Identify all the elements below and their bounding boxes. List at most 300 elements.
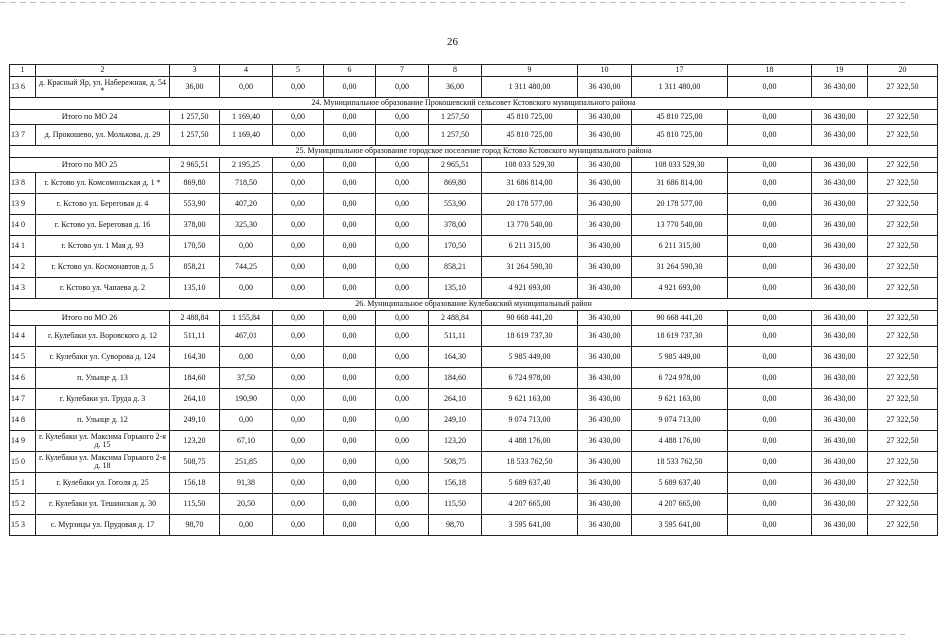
row-number-cell: 15 0 <box>10 452 36 473</box>
table-row <box>10 452 938 473</box>
total-cell: 0,00 <box>324 311 376 326</box>
total-cell: 1 257,50 <box>170 110 220 125</box>
table-cell: 0,00 <box>728 326 812 347</box>
total-cell: 0,00 <box>728 158 812 173</box>
table-row <box>10 494 938 515</box>
table-cell: 98,70 <box>170 515 220 536</box>
total-cell: 2 965,51 <box>170 158 220 173</box>
table-cell: 553,90 <box>170 194 220 215</box>
table-cell: 0,00 <box>273 368 324 389</box>
table-cell: 0,00 <box>324 257 376 278</box>
table-cell: 36 430,00 <box>578 410 632 431</box>
table-cell: 249,10 <box>170 410 220 431</box>
table-cell: 67,10 <box>220 431 273 452</box>
table-cell: 36 430,00 <box>812 368 868 389</box>
table-cell: 0,00 <box>728 410 812 431</box>
address-cell: г. Кулебаки ул. Максима Горького 2-я д. 18 <box>36 452 170 473</box>
table-cell: 3 595 641,00 <box>482 515 578 536</box>
row-number-cell: 14 2 <box>10 257 36 278</box>
table-cell: 0,00 <box>273 77 324 98</box>
table-row <box>10 215 938 236</box>
table-cell: 511,11 <box>429 326 482 347</box>
total-cell: 36 430,00 <box>578 311 632 326</box>
total-cell: 2 488,84 <box>429 311 482 326</box>
column-header-cell: 8 <box>429 65 482 77</box>
table-cell: 1 257,50 <box>429 125 482 146</box>
table-cell: 0,00 <box>376 368 429 389</box>
table-cell: 9 621 163,00 <box>482 389 578 410</box>
table-cell: 36 430,00 <box>812 494 868 515</box>
table-cell: 0,00 <box>728 77 812 98</box>
table-cell: 0,00 <box>728 389 812 410</box>
table-cell: 4 921 693,00 <box>482 278 578 299</box>
total-cell: 36 430,00 <box>578 110 632 125</box>
table-cell: 0,00 <box>376 326 429 347</box>
row-number-cell: 14 8 <box>10 410 36 431</box>
table-cell: 115,50 <box>170 494 220 515</box>
table-row <box>10 194 938 215</box>
table-cell: 508,75 <box>170 452 220 473</box>
table-cell: 0,00 <box>728 368 812 389</box>
row-number-cell: 13 8 <box>10 173 36 194</box>
table-cell: 36 430,00 <box>812 125 868 146</box>
table-cell: 0,00 <box>220 77 273 98</box>
column-header-cell: 20 <box>868 65 938 77</box>
address-cell: г. Кстово ул. 1 Мая д. 93 <box>36 236 170 257</box>
table-cell: 36 430,00 <box>812 347 868 368</box>
table-row <box>10 389 938 410</box>
address-cell: г. Кстово ул. Космонавтов д. 5 <box>36 257 170 278</box>
table-cell: 0,00 <box>324 368 376 389</box>
table-cell: 0,00 <box>728 236 812 257</box>
table-cell: 0,00 <box>220 347 273 368</box>
address-cell: г. Кулебаки ул. Максима Горького 2-я д. 15 <box>36 431 170 452</box>
table-cell: 0,00 <box>376 473 429 494</box>
table-cell: 0,00 <box>728 515 812 536</box>
table-cell: 0,00 <box>273 125 324 146</box>
total-row <box>10 158 938 173</box>
table-cell: 0,00 <box>728 125 812 146</box>
table-cell: 36 430,00 <box>812 77 868 98</box>
table-cell: 27 322,50 <box>868 173 938 194</box>
table-cell: 27 322,50 <box>868 194 938 215</box>
table-cell: 3 595 641,00 <box>632 515 728 536</box>
column-header-cell: 5 <box>273 65 324 77</box>
address-cell: г. Кулебаки ул. Труда д. 3 <box>36 389 170 410</box>
table-cell: 0,00 <box>324 173 376 194</box>
table-cell: 13 770 540,00 <box>632 215 728 236</box>
section-title: 25. Муниципальное образование городское поселение город Кстово Кстовского муниципального района <box>10 146 938 158</box>
total-cell: 0,00 <box>728 311 812 326</box>
row-number-cell: 14 7 <box>10 389 36 410</box>
column-header-cell: 1 <box>10 65 36 77</box>
table-cell: 36 430,00 <box>812 194 868 215</box>
total-cell: 1 257,50 <box>429 110 482 125</box>
table-row <box>10 257 938 278</box>
row-number-cell: 14 6 <box>10 368 36 389</box>
table-cell: 1 169,40 <box>220 125 273 146</box>
table-cell: 31 686 814,00 <box>482 173 578 194</box>
table-cell: 135,10 <box>429 278 482 299</box>
table-cell: 0,00 <box>376 431 429 452</box>
total-cell: 0,00 <box>376 158 429 173</box>
table-cell: 0,00 <box>324 236 376 257</box>
page-number: 26 <box>447 36 458 48</box>
table-cell: 249,10 <box>429 410 482 431</box>
table-cell: 6 211 315,00 <box>632 236 728 257</box>
table-cell: 6 724 978,00 <box>632 368 728 389</box>
table-cell: 164,30 <box>170 347 220 368</box>
table-cell: 0,00 <box>273 278 324 299</box>
table-cell: 0,00 <box>728 173 812 194</box>
table-cell: 0,00 <box>220 515 273 536</box>
section-row <box>10 299 938 311</box>
column-header-cell: 9 <box>482 65 578 77</box>
table-cell: 264,10 <box>429 389 482 410</box>
table-cell: 36,00 <box>429 77 482 98</box>
table-cell: 4 488 176,00 <box>632 431 728 452</box>
table-cell: 0,00 <box>728 347 812 368</box>
table-cell: 0,00 <box>324 125 376 146</box>
table-cell: 0,00 <box>324 194 376 215</box>
table-cell: 0,00 <box>728 257 812 278</box>
table-cell: 0,00 <box>273 410 324 431</box>
table-cell: 4 921 693,00 <box>632 278 728 299</box>
table-cell: 4 207 665,00 <box>482 494 578 515</box>
table-cell: 156,18 <box>429 473 482 494</box>
column-header-cell: 7 <box>376 65 429 77</box>
address-cell: с. Мурзицы ул. Прудовая д. 17 <box>36 515 170 536</box>
table-cell: 0,00 <box>273 347 324 368</box>
address-cell: п. Ульнце д. 13 <box>36 368 170 389</box>
table-row <box>10 473 938 494</box>
column-header-cell: 17 <box>632 65 728 77</box>
table-cell: 45 810 725,00 <box>482 125 578 146</box>
table-cell: 0,00 <box>273 515 324 536</box>
table-cell: 36 430,00 <box>812 215 868 236</box>
table-cell: 0,00 <box>376 194 429 215</box>
table-cell: 4 207 665,00 <box>632 494 728 515</box>
address-cell: г. Кстово ул. Береговая д. 16 <box>36 215 170 236</box>
table-cell: 27 322,50 <box>868 431 938 452</box>
table-cell: 36 430,00 <box>578 194 632 215</box>
row-number-cell: 15 1 <box>10 473 36 494</box>
document-sheet <box>9 64 919 536</box>
total-cell: 45 810 725,00 <box>632 110 728 125</box>
table-cell: 0,00 <box>324 431 376 452</box>
table-cell: 0,00 <box>324 326 376 347</box>
table-cell: 27 322,50 <box>868 326 938 347</box>
table-cell: 0,00 <box>273 326 324 347</box>
total-cell: 2 965,51 <box>429 158 482 173</box>
table-cell: 0,00 <box>728 278 812 299</box>
table-cell: 27 322,50 <box>868 452 938 473</box>
table-cell: 115,50 <box>429 494 482 515</box>
table-row <box>10 326 938 347</box>
table-row <box>10 77 938 98</box>
table-cell: 407,20 <box>220 194 273 215</box>
table-cell: 184,60 <box>429 368 482 389</box>
row-number-cell: 14 5 <box>10 347 36 368</box>
total-cell: 2 195,25 <box>220 158 273 173</box>
table-cell: 0,00 <box>324 77 376 98</box>
table-cell: 378,00 <box>170 215 220 236</box>
table-cell: 508,75 <box>429 452 482 473</box>
table-cell: 98,70 <box>429 515 482 536</box>
table-row <box>10 236 938 257</box>
table-cell: 31 264 590,30 <box>632 257 728 278</box>
table-cell: 18 533 762,50 <box>482 452 578 473</box>
total-cell: 108 033 529,30 <box>632 158 728 173</box>
address-cell: г. Кулебаки ул. Воровского д. 12 <box>36 326 170 347</box>
table-cell: 156,18 <box>170 473 220 494</box>
table-cell: 0,00 <box>728 194 812 215</box>
table-cell: 27 322,50 <box>868 347 938 368</box>
table-cell: 27 322,50 <box>868 410 938 431</box>
table-cell: 0,00 <box>376 257 429 278</box>
table-cell: 5 985 449,00 <box>482 347 578 368</box>
address-cell: д. Красный Яр, ул. Набережная, д. 54 * <box>36 77 170 98</box>
table-cell: 36 430,00 <box>578 431 632 452</box>
table-cell: 36 430,00 <box>812 515 868 536</box>
table-row <box>10 125 938 146</box>
total-label: Итого по МО 26 <box>10 311 170 326</box>
table-cell: 0,00 <box>376 347 429 368</box>
table-cell: 0,00 <box>324 410 376 431</box>
table-cell: 0,00 <box>728 494 812 515</box>
table-cell: 325,30 <box>220 215 273 236</box>
table-cell: 553,90 <box>429 194 482 215</box>
table-cell: 0,00 <box>273 173 324 194</box>
table-cell: 18 619 737,30 <box>482 326 578 347</box>
table-cell: 0,00 <box>324 494 376 515</box>
table-cell: 170,50 <box>170 236 220 257</box>
total-cell: 0,00 <box>376 311 429 326</box>
table-cell: 0,00 <box>220 410 273 431</box>
scan-edge-top <box>0 2 905 3</box>
total-row <box>10 110 938 125</box>
table-cell: 0,00 <box>728 215 812 236</box>
table-cell: 18 533 762,50 <box>632 452 728 473</box>
row-number-cell: 15 3 <box>10 515 36 536</box>
table-cell: 0,00 <box>273 389 324 410</box>
table-row <box>10 278 938 299</box>
table-cell: 36 430,00 <box>812 452 868 473</box>
table-cell: 36 430,00 <box>578 215 632 236</box>
table-cell: 164,30 <box>429 347 482 368</box>
column-header-cell: 4 <box>220 65 273 77</box>
table-cell: 1 311 480,00 <box>482 77 578 98</box>
table-cell: 135,10 <box>170 278 220 299</box>
table-cell: 13 770 540,00 <box>482 215 578 236</box>
address-cell: д. Прокошево, ул. Молькова, д. 29 <box>36 125 170 146</box>
table-cell: 869,80 <box>429 173 482 194</box>
table-cell: 36 430,00 <box>578 368 632 389</box>
column-header-cell: 19 <box>812 65 868 77</box>
table-cell: 36 430,00 <box>812 257 868 278</box>
table-cell: 27 322,50 <box>868 257 938 278</box>
section-title: 24. Муниципальное образование Прокошевский сельсовет Кстовского муниципального района <box>10 98 938 110</box>
row-number-cell: 14 3 <box>10 278 36 299</box>
table-cell: 184,60 <box>170 368 220 389</box>
table-row <box>10 368 938 389</box>
table-cell: 511,11 <box>170 326 220 347</box>
scan-edge-bottom <box>0 634 905 635</box>
table-cell: 0,00 <box>376 494 429 515</box>
table-cell: 20 178 577,00 <box>482 194 578 215</box>
table-cell: 0,00 <box>273 494 324 515</box>
total-cell: 27 322,50 <box>868 311 938 326</box>
table-cell: 744,25 <box>220 257 273 278</box>
table-cell: 36 430,00 <box>578 173 632 194</box>
table-cell: 31 686 814,00 <box>632 173 728 194</box>
table-cell: 0,00 <box>273 452 324 473</box>
table-cell: 0,00 <box>376 278 429 299</box>
table-cell: 0,00 <box>273 236 324 257</box>
table-row <box>10 347 938 368</box>
table-cell: 45 810 725,00 <box>632 125 728 146</box>
total-cell: 27 322,50 <box>868 110 938 125</box>
table-cell: 0,00 <box>324 473 376 494</box>
table-cell: 123,20 <box>429 431 482 452</box>
table-cell: 718,50 <box>220 173 273 194</box>
table-cell: 0,00 <box>273 194 324 215</box>
table-cell: 36 430,00 <box>812 389 868 410</box>
address-cell: г. Кулебаки ул. Гоголя д. 25 <box>36 473 170 494</box>
total-cell: 36 430,00 <box>812 158 868 173</box>
row-number-cell: 14 9 <box>10 431 36 452</box>
table-cell: 0,00 <box>273 215 324 236</box>
table-cell: 858,21 <box>170 257 220 278</box>
table-cell: 36 430,00 <box>812 431 868 452</box>
table-cell: 27 322,50 <box>868 494 938 515</box>
column-header-row <box>10 65 938 77</box>
table-cell: 0,00 <box>728 473 812 494</box>
table-cell: 36 430,00 <box>578 77 632 98</box>
table-cell: 5 689 637,40 <box>632 473 728 494</box>
table-cell: 264,10 <box>170 389 220 410</box>
total-cell: 2 488,84 <box>170 311 220 326</box>
table-cell: 123,20 <box>170 431 220 452</box>
row-number-cell: 14 4 <box>10 326 36 347</box>
section-title: 26. Муниципальное образование Кулебакский муниципальный район <box>10 299 938 311</box>
table-cell: 27 322,50 <box>868 278 938 299</box>
table-cell: 36 430,00 <box>578 452 632 473</box>
column-header-cell: 3 <box>170 65 220 77</box>
table-cell: 4 488 176,00 <box>482 431 578 452</box>
row-number-cell: 14 0 <box>10 215 36 236</box>
table-cell: 18 619 737,30 <box>632 326 728 347</box>
address-cell: п. Ульнце д. 12 <box>36 410 170 431</box>
table-cell: 5 689 637,40 <box>482 473 578 494</box>
table-cell: 27 322,50 <box>868 215 938 236</box>
total-cell: 0,00 <box>273 158 324 173</box>
total-cell: 0,00 <box>273 311 324 326</box>
total-cell: 108 033 529,30 <box>482 158 578 173</box>
table-cell: 27 322,50 <box>868 125 938 146</box>
table-cell: 0,00 <box>324 515 376 536</box>
table-cell: 9 074 713,00 <box>482 410 578 431</box>
table-cell: 37,50 <box>220 368 273 389</box>
row-number-cell: 14 1 <box>10 236 36 257</box>
table-cell: 36 430,00 <box>578 257 632 278</box>
table-cell: 9 074 713,00 <box>632 410 728 431</box>
table-body <box>10 65 938 536</box>
column-header-cell: 18 <box>728 65 812 77</box>
table-row <box>10 515 938 536</box>
table-cell: 0,00 <box>728 452 812 473</box>
table-cell: 0,00 <box>220 236 273 257</box>
table-cell: 91,38 <box>220 473 273 494</box>
table-cell: 36 430,00 <box>578 236 632 257</box>
address-cell: г. Кулебаки ул. Суворова д. 124 <box>36 347 170 368</box>
total-cell: 36 430,00 <box>812 311 868 326</box>
section-row <box>10 146 938 158</box>
table-cell: 36 430,00 <box>812 278 868 299</box>
table-cell: 9 621 163,00 <box>632 389 728 410</box>
table-cell: 20 178 577,00 <box>632 194 728 215</box>
table-cell: 31 264 590,30 <box>482 257 578 278</box>
table-cell: 36 430,00 <box>812 173 868 194</box>
table-cell: 36,00 <box>170 77 220 98</box>
table-cell: 0,00 <box>376 236 429 257</box>
table-cell: 6 211 315,00 <box>482 236 578 257</box>
total-cell: 0,00 <box>324 110 376 125</box>
table-cell: 0,00 <box>376 125 429 146</box>
table-cell: 0,00 <box>376 515 429 536</box>
total-cell: 1 155,84 <box>220 311 273 326</box>
table-cell: 0,00 <box>376 215 429 236</box>
table-cell: 27 322,50 <box>868 77 938 98</box>
total-cell: 36 430,00 <box>812 110 868 125</box>
row-number-cell: 13 7 <box>10 125 36 146</box>
row-number-cell: 15 2 <box>10 494 36 515</box>
table-cell: 36 430,00 <box>812 236 868 257</box>
address-cell: г. Кулебаки ул. Тешинская д. 30 <box>36 494 170 515</box>
address-cell: г. Кстово ул. Береговая д. 4 <box>36 194 170 215</box>
table-cell: 0,00 <box>376 77 429 98</box>
table-cell: 0,00 <box>273 431 324 452</box>
table-cell: 36 430,00 <box>812 473 868 494</box>
table-cell: 170,50 <box>429 236 482 257</box>
table-cell: 36 430,00 <box>578 125 632 146</box>
table-cell: 0,00 <box>376 389 429 410</box>
address-cell: г. Кстово ул. Комсомольская д. 1 * <box>36 173 170 194</box>
housing-register-table <box>9 64 938 536</box>
table-cell: 858,21 <box>429 257 482 278</box>
table-cell: 1 257,50 <box>170 125 220 146</box>
table-cell: 0,00 <box>324 215 376 236</box>
table-cell: 0,00 <box>376 173 429 194</box>
total-cell: 45 810 725,00 <box>482 110 578 125</box>
total-label: Итого по МО 25 <box>10 158 170 173</box>
column-header-cell: 6 <box>324 65 376 77</box>
table-cell: 6 724 978,00 <box>482 368 578 389</box>
table-cell: 36 430,00 <box>578 347 632 368</box>
table-cell: 0,00 <box>324 452 376 473</box>
table-cell: 27 322,50 <box>868 368 938 389</box>
table-cell: 27 322,50 <box>868 515 938 536</box>
table-cell: 36 430,00 <box>578 494 632 515</box>
table-cell: 27 322,50 <box>868 389 938 410</box>
column-header-cell: 10 <box>578 65 632 77</box>
table-cell: 5 985 449,00 <box>632 347 728 368</box>
total-cell: 0,00 <box>324 158 376 173</box>
table-cell: 467,01 <box>220 326 273 347</box>
table-cell: 0,00 <box>376 452 429 473</box>
table-cell: 20,50 <box>220 494 273 515</box>
table-cell: 1 311 480,00 <box>632 77 728 98</box>
